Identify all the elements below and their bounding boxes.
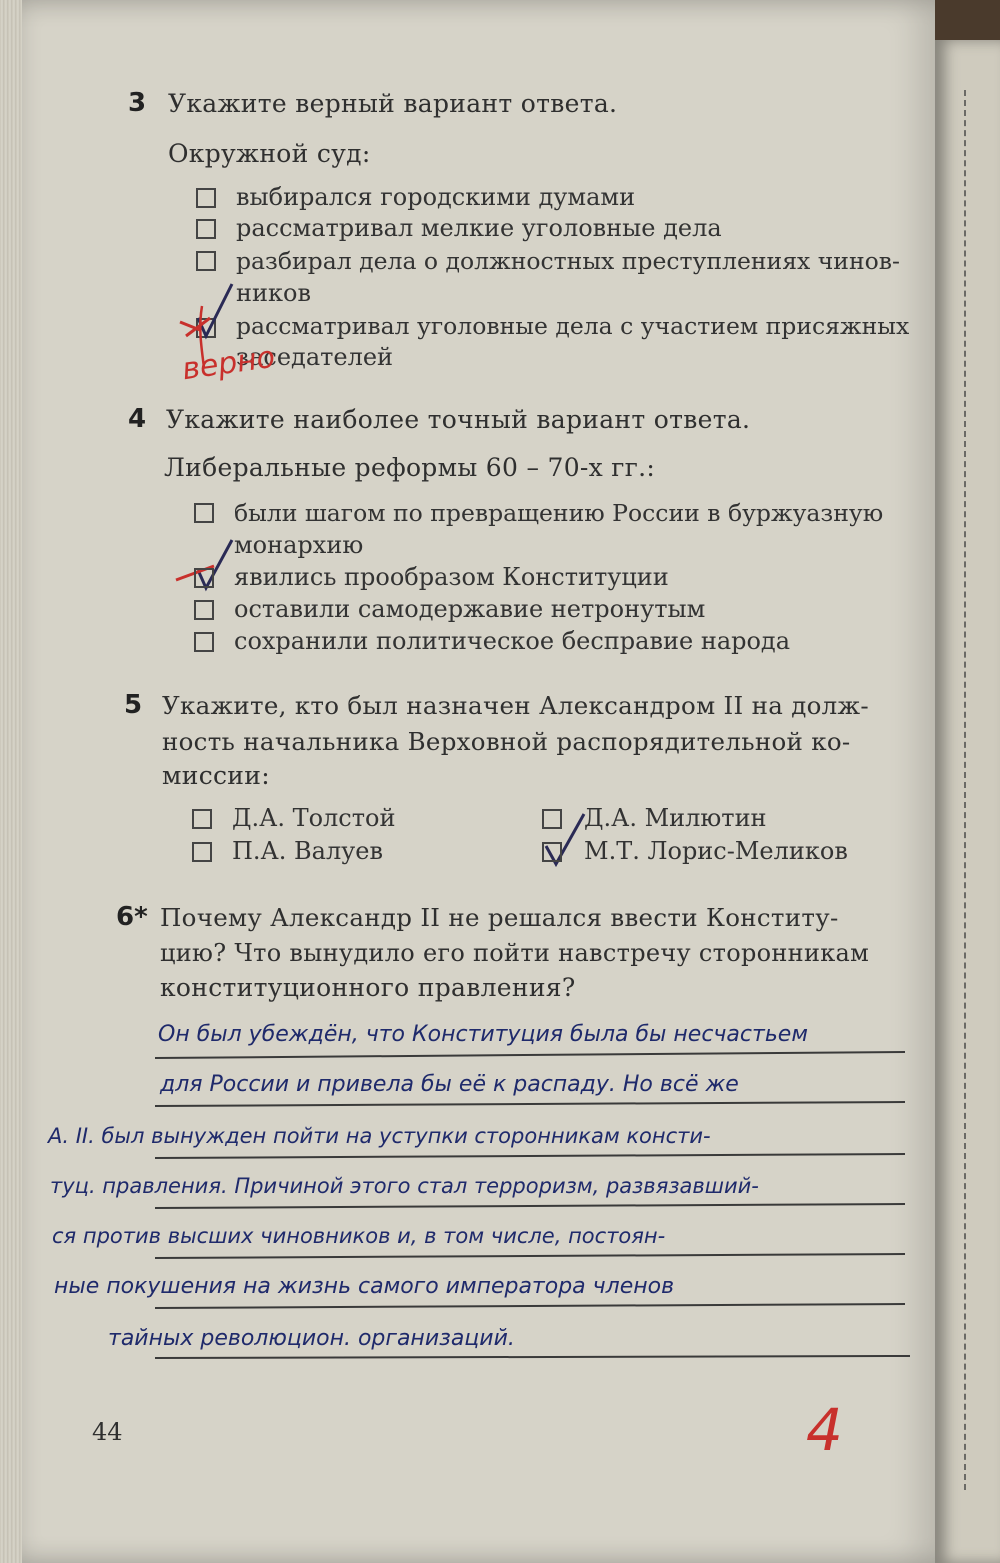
q6-answer-line-3: А. II. был вынужден пойти на уступки сторонникам консти- (48, 1124, 711, 1148)
q4-option-3-checkbox[interactable] (194, 600, 214, 620)
q4-option-2-label: явились прообразом Конституции (234, 563, 669, 591)
question-6-prompt-line-1: Почему Александр II не решался ввести Конститу- (160, 903, 839, 932)
q5-option-tolstoy-label: Д.А. Толстой (232, 804, 396, 832)
q3-option-2-label: рассматривал мелкие уголовные дела (236, 214, 722, 242)
question-5-number: 5 (124, 690, 143, 720)
q4-option-1-checkbox[interactable] (194, 503, 214, 523)
q3-option-4-label-cont: заседателей (236, 343, 394, 371)
page-number: 44 (92, 1418, 123, 1446)
question-6-prompt-line-2: цию? Что вынудило его пойти навстречу сторонникам (160, 939, 870, 967)
q5-option-valuev-label: П.А. Валуев (232, 837, 384, 865)
q5-option-milyutin-checkbox[interactable] (542, 809, 562, 829)
q6-answer-line-2: для России и привела бы её к распаду. Но всё же (160, 1072, 739, 1097)
question-4-number: 4 (128, 404, 147, 434)
q5-option-milyutin-label: Д.А. Милютин (584, 804, 767, 832)
q4-option-2-checkbox[interactable] (194, 568, 214, 588)
question-6-number: 6* (116, 902, 148, 932)
question-5-prompt-line-3: миссии: (162, 761, 270, 790)
question-3-prompt: Укажите верный вариант ответа. (168, 89, 618, 118)
question-4-prompt: Укажите наиболее точный вариант ответа. (166, 405, 751, 434)
q4-option-1-label-cont: монархию (234, 531, 364, 559)
q5-option-loris-melikov-checkbox[interactable] (542, 842, 562, 862)
q5-option-loris-melikov-label: М.Т. Лорис-Меликов (584, 837, 848, 865)
q6-answer-line-7: тайных революцион. организаций. (108, 1326, 515, 1351)
question-4-stem: Либеральные реформы 60 – 70-х гг.: (164, 453, 656, 482)
q3-option-1-label: выбирался городскими думами (236, 183, 636, 211)
q3-option-3-label-cont: ников (236, 279, 311, 307)
grade-mark: 4 (806, 1396, 843, 1464)
question-6-prompt-line-3: конституционного правления? (160, 973, 576, 1002)
teacher-mark-correct: верно (180, 339, 278, 388)
question-3-number: 3 (128, 88, 147, 118)
q4-option-3-label: оставили самодержавие нетронутым (234, 595, 706, 623)
q3-option-4-label: рассматривал уголовные дела с участием присяжных (236, 312, 910, 340)
q6-answer-line-1: Он был убеждён, что Конституция была бы несчастьем (158, 1022, 808, 1047)
q4-option-4-label: сохранили политическое бесправие народа (234, 627, 791, 655)
q4-option-4-checkbox[interactable] (194, 632, 214, 652)
question-5-prompt-line-1: Укажите, кто был назначен Александром II на долж- (162, 691, 869, 720)
question-5-prompt-line-2: ность начальника Верховной распорядительной ко- (162, 727, 851, 756)
q5-option-valuev-checkbox[interactable] (192, 842, 212, 862)
q5-option-tolstoy-checkbox[interactable] (192, 809, 212, 829)
q3-option-3-label: разбирал дела о должностных преступлениях чинов- (236, 247, 900, 275)
q4-option-1-label: были шагом по превращению России в буржуазную (234, 499, 884, 527)
q6-answer-line-5: ся против высших чиновников и, в том числе, постоян- (52, 1224, 666, 1248)
question-3-stem: Окружной суд: (168, 139, 371, 168)
q6-answer-line-4: туц. правления. Причиной этого стал терроризм, развязавший- (50, 1174, 759, 1198)
q6-answer-line-6: ные покушения на жизнь самого императора членов (54, 1274, 675, 1299)
